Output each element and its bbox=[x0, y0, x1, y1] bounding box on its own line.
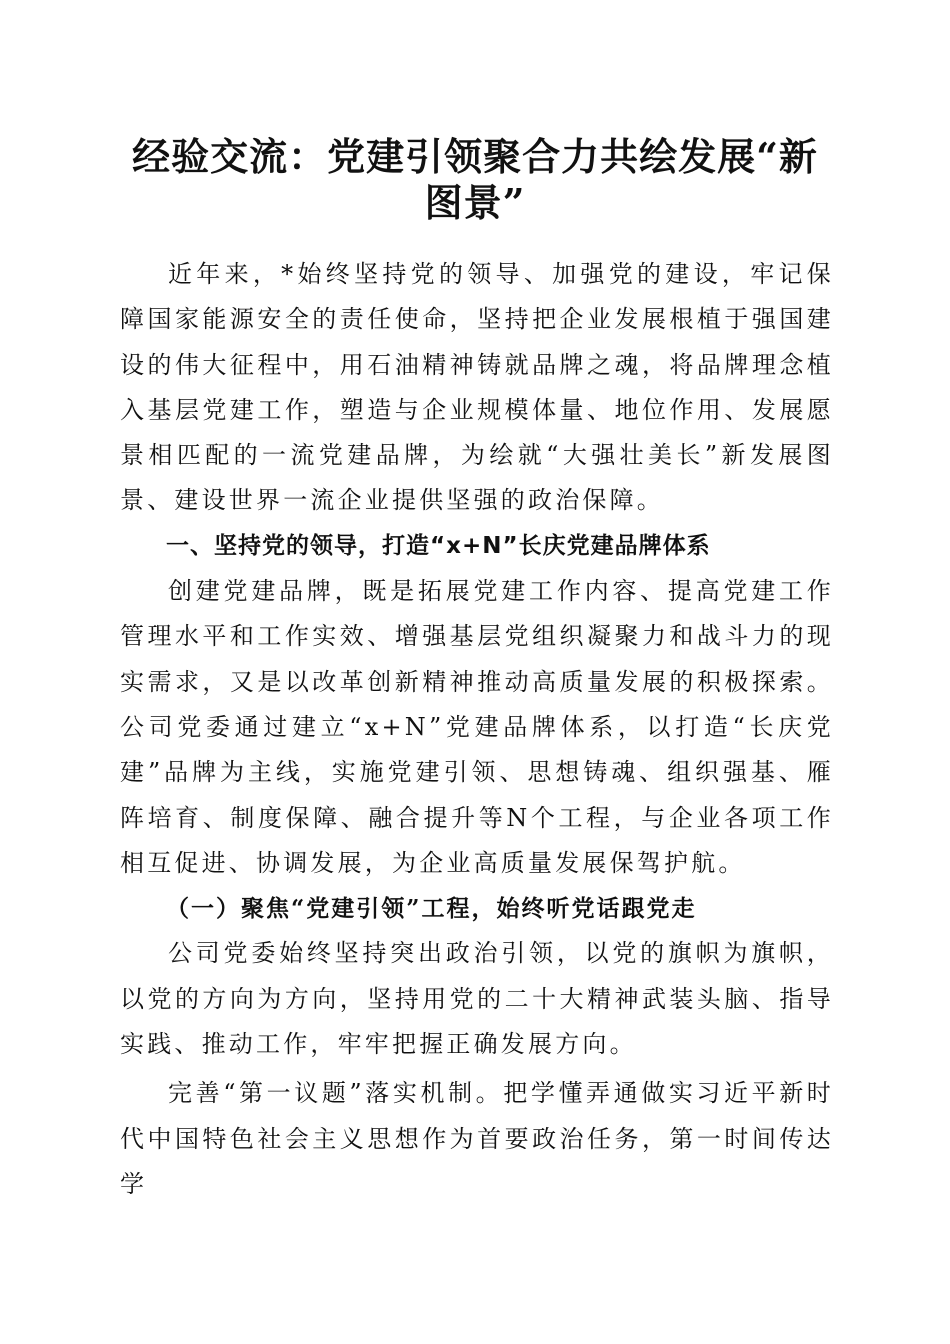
section-heading-1: 一、坚持党的领导，打造“x+N”长庆党建品牌体系 bbox=[166, 532, 711, 559]
document-title: 经验交流：党建引领聚合力共绘发展“新图景” bbox=[132, 134, 818, 225]
subsection-1-paragraph: 公司党委始终坚持突出政治引领，以党的旗帜为旗帜，以党的方向为方向，坚持用党的二十大精神武装头脑、指导实践、推动工作，牢牢把握正确发展方向。 bbox=[120, 939, 834, 1059]
mechanism-paragraph: 完善“第一议题”落实机制。把学懂弄通做实习近平新时代中国特色社会主义思想作为首要政治任务，第一时间传达学 bbox=[120, 1079, 834, 1198]
section-1-paragraph: 创建党建品牌，既是拓展党建工作内容、提高党建工作管理水平和工作实效、增强基层党组织凝聚力和战斗力的现实需求，又是以改革创新精神推动高质量发展的积极探索。公司党委通过建立“x+N”党建品牌体系，以打造“长庆党建”品牌为主线，实施党建引领、思想铸魂、组织强基、雁阵培育、制度保障、融合提升等N个工程，与企业各项工作相互促进、协调发展，为企业高质量发展保驾护航。 bbox=[120, 577, 834, 877]
document-body bbox=[120, 252, 834, 1207]
intro-paragraph: 近年来，*始终坚持党的领导、加强党的建设，牢记保障国家能源安全的责任使命，坚持把企业发展根植于强国建设的伟大征程中，用石油精神铸就品牌之魂，将品牌理念植入基层党建工作，塑造与企业规模体量、地位作用、发展愿景相匹配的一流党建品牌，为绘就“大强壮美长”新发展图景、建设世界一流企业提供坚强的政治保障。 bbox=[120, 260, 834, 515]
subsection-heading-1: （一）聚焦“党建引领”工程，始终听党话跟党走 bbox=[166, 895, 697, 923]
